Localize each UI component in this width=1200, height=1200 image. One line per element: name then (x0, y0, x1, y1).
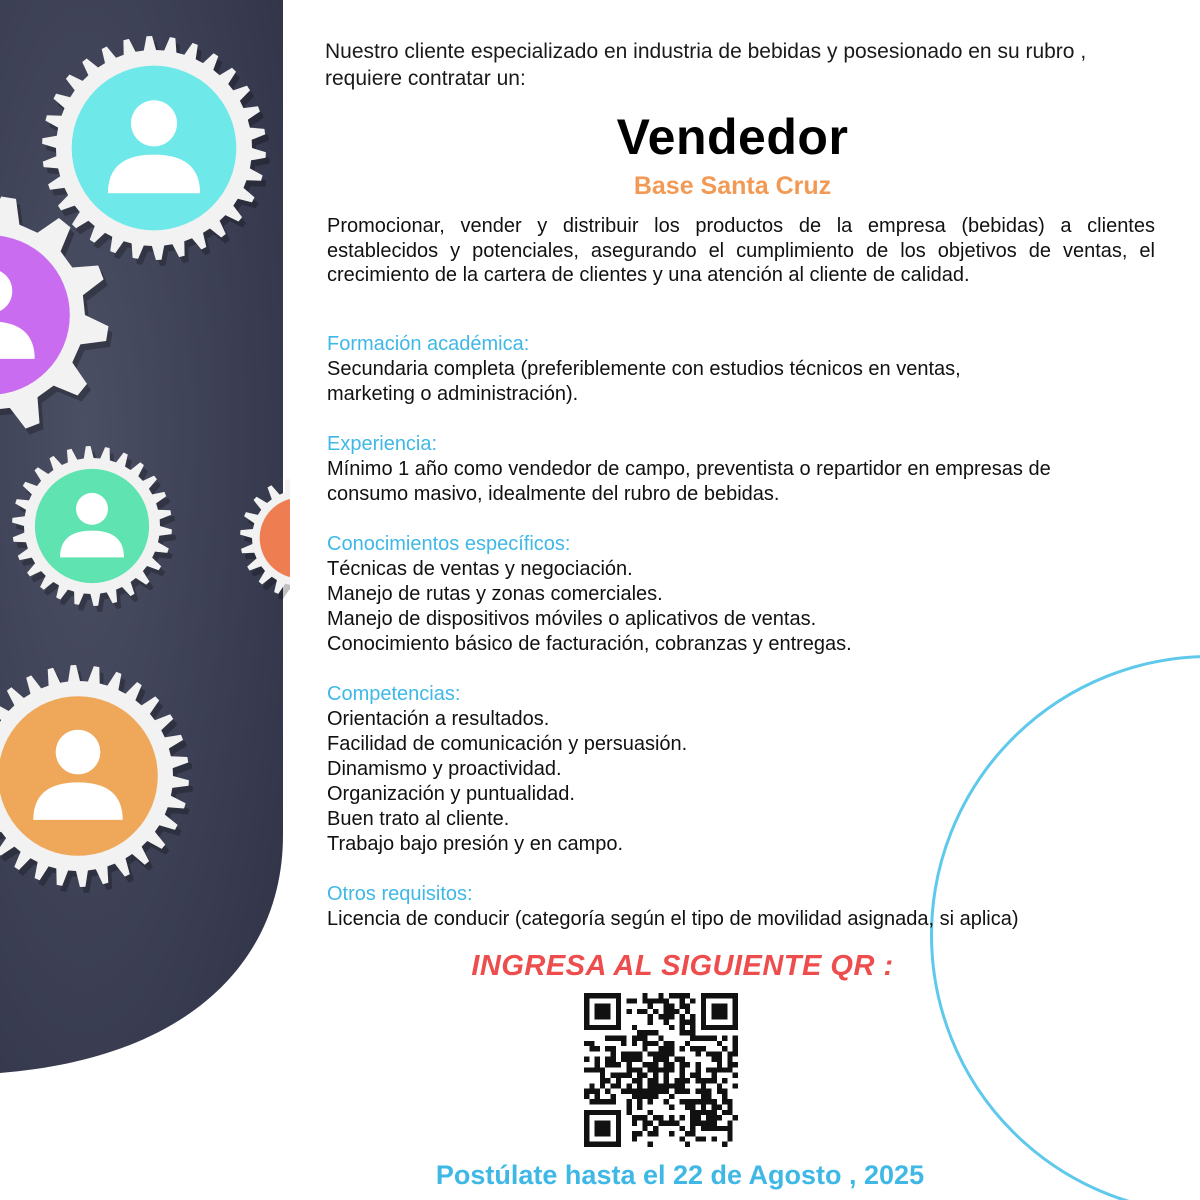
section-heading: Otros requisitos: (327, 883, 473, 905)
section-conocimientos (327, 532, 1177, 657)
section-heading: Conocimientos específicos: (327, 533, 571, 555)
section-line: Facilidad de comunicación y persuasión. (327, 733, 688, 755)
section-line: Licencia de conducir (categoría según el tipo de movilidad asignada, si aplica) (327, 908, 1019, 930)
section-experiencia (327, 432, 1177, 507)
section-formacion (327, 332, 1177, 407)
intro-text: Nuestro cliente especializado en industria de bebidas y posesionado en su rubro , requiere contratar un: (325, 40, 1087, 90)
section-line: Mínimo 1 año como vendedor de campo, preventista o repartidor en empresas de (327, 458, 1051, 480)
user-icon (76, 493, 108, 525)
section-heading: Experiencia: (327, 433, 438, 455)
section-line: Dinamismo y proactividad. (327, 758, 562, 780)
side-illustration (0, 0, 290, 1075)
section-line: marketing o administración). (327, 383, 579, 405)
section-line: Manejo de dispositivos móviles o aplicativos de ventas. (327, 608, 817, 630)
section-line: consumo masivo, idealmente del rubro de bebidas. (327, 483, 780, 505)
section-line: Conocimiento básico de facturación, cobranzas y entregas. (327, 633, 852, 655)
job-location: Base Santa Cruz (633, 172, 832, 200)
section-line: Buen trato al cliente. (327, 808, 510, 830)
qr-call-to-action: INGRESA AL SIGUIENTE QR : (471, 950, 894, 982)
section-line: Trabajo bajo presión y en campo. (327, 833, 624, 855)
section-heading: Formación académica: (327, 333, 530, 355)
application-deadline: Postúlate hasta el 22 de Agosto , 2025 (435, 1160, 925, 1190)
section-line: Manejo de rutas y zonas comerciales. (327, 583, 663, 605)
qr-code[interactable] (584, 993, 738, 1147)
job-title: Vendedor (616, 109, 849, 165)
user-icon (56, 730, 101, 775)
section-otros (327, 882, 1177, 932)
section-line: Organización y puntualidad. (327, 783, 575, 805)
section-line: Orientación a resultados. (327, 708, 550, 730)
section-line: Técnicas de ventas y negociación. (327, 558, 633, 580)
user-icon (131, 100, 177, 146)
section-competencias (327, 682, 1177, 857)
job-description: Promocionar, vender y distribuir los productos de la empresa (bebidas) a clientes establecidos y potenciales, asegurando el cumplimiento de los objetivos de ventas, el crecimiento de la cartera de clientes y una atención al cliente de calidad. (327, 215, 1155, 286)
section-heading: Competencias: (327, 683, 461, 705)
section-line: Secundaria completa (preferiblemente con estudios técnicos en ventas, (327, 358, 961, 380)
